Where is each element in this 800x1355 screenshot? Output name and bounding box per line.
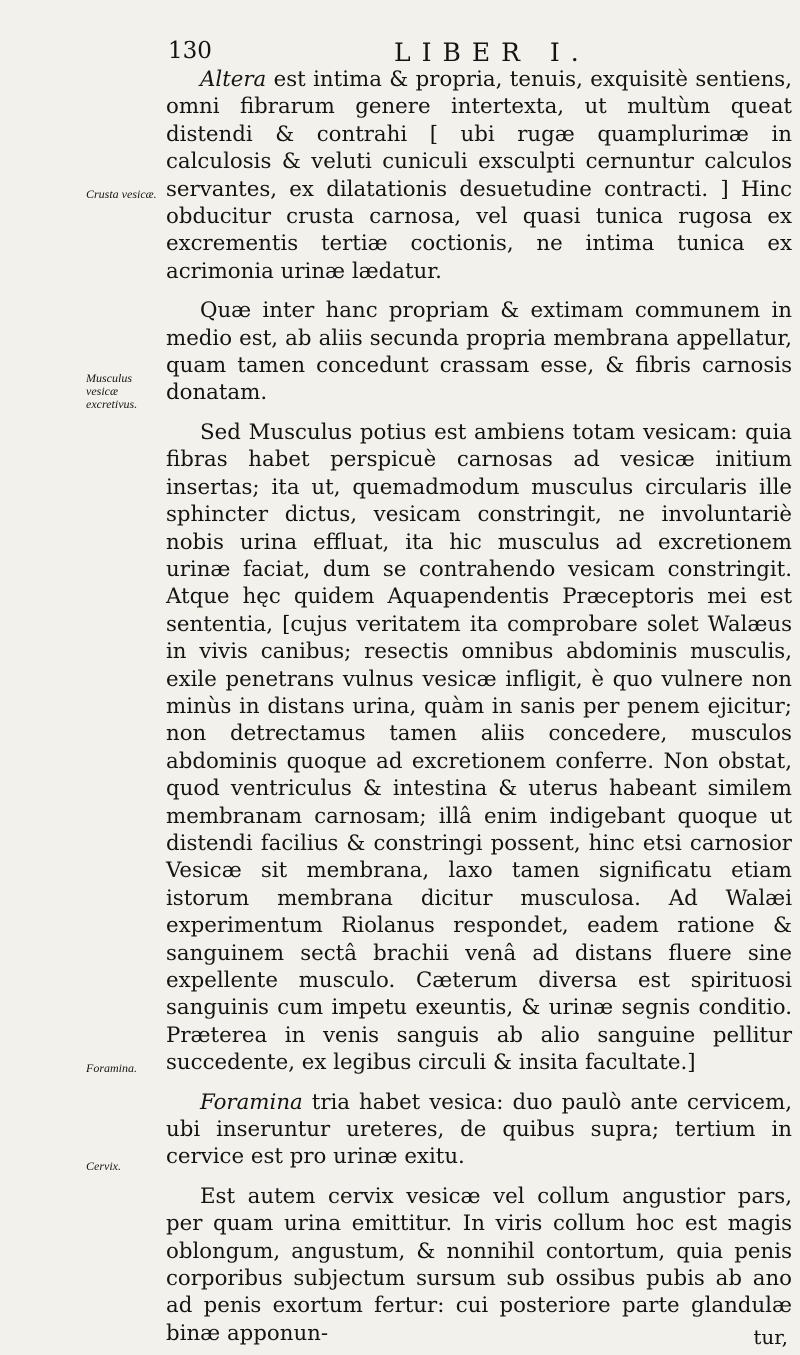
paragraph-cervix [166, 1183, 792, 1347]
paragraph-text: est intima & propria, tenuis, exquisitè sentiens, omni fibrarum genere intertexta, ut multùm queat distendi & contrahi [ ubi rugæ quamplurimæ in calculosis & veluti cuniculi exsculpti cernuntur calculos servantes, ex dilatationis desuetudine contracti. ] Hinc obducitur crusta carnosa, vel quasi tunica rugosa ex excrementis tertiæ coctionis, ne intima tunica ex acrimonia urinæ lædatur. [166, 67, 792, 284]
paragraph-text: Est autem cervix vesicæ vel collum angustior pars, per quam urina emittitur. In viris collum hoc est magis oblongum, angustum, & nonnihil contortum, quia penis corporibus subjectum sursum sub ossibus pubis ab ano ad penis exortum fertur: cui posteriore parte glandulæ binæ apponun- [166, 1183, 792, 1346]
paragraph-secunda [166, 297, 792, 407]
paragraph-text: Quæ inter hanc propriam & extimam communem in medio est, ab aliis secunda propria membrana appellatur, quam tamen concedunt crassam esse, & fibris carnosis donatam. [166, 298, 792, 406]
margin-note-musculus: Musculus vesicæ excretivus. [86, 371, 138, 411]
paragraph-text: Sed Musculus potius est ambiens totam vesicam: quia fibras habet perspicuè carnosas ad vesicæ initium insertas; ita ut, quemadmodum musculus circularis ille sphincter dictus, vesicam constringit, ne involuntariè nobis urina effluat, ita hic musculus ad excretionem urinæ faciat, dum se contrahendo vesicam constringit. Atque hęc quidem Aquapendentis Præceptoris mei est sententia, [cujus veritatem ita comprobare solet Walæus in vivis canibus; resectis omnibus abdominis musculis, exile penetrans vulnus vesicæ infligit, è quo vulnere non minùs in distans urina, quàm in sanis per penem ejicitur; non detrectamus tamen aliis concedere, musculos abdominis quoque ad excretionem conferre. Non obstat, quod ventriculus & intestina & uterus habeant similem membranam carnosam; illâ enim indigebant quoque ut distendi facilius & constringi possent, hinc etsi carnosior Vesicæ sit membrana, laxo tamen significatu etiam istorum membrana dicitur musculosa. Ad Walæi experimentum Riolanus respondet, eadem ratione & sanguinem sectâ brachii venâ ad distans fluere sine expellente musculo. Cæterum diversa est spirituosi sanguinis cum impetu exeuntis, & urinæ segnis conditio. Præterea in venis sanguis ab alio sanguine pellitur succedente, ex legibus circuli & insita facultate.] [166, 419, 792, 1076]
catchword: tur, [753, 1325, 788, 1349]
paragraph-lead: Altera [200, 67, 267, 92]
paragraph-text: tria habet vesica: duo paulò ante cervicem, ubi inseruntur ureteres, de quibus supra; tertium in cervice est pro urinæ exitu. [166, 1089, 792, 1170]
margin-note-cervix: Cervix. [86, 1159, 121, 1173]
page-body [166, 66, 792, 1347]
running-title: LIBER I. [394, 38, 590, 67]
paragraph-foramina [166, 1089, 792, 1171]
paragraph-lead: Foramina [200, 1089, 303, 1115]
paragraph-altera [166, 66, 792, 285]
margin-note-crusta: Crusta vesicæ. [86, 187, 157, 201]
margin-note-foramina: Foramina. [86, 1061, 137, 1075]
page-number: 130 [168, 38, 212, 64]
paragraph-musculus [166, 419, 792, 1077]
